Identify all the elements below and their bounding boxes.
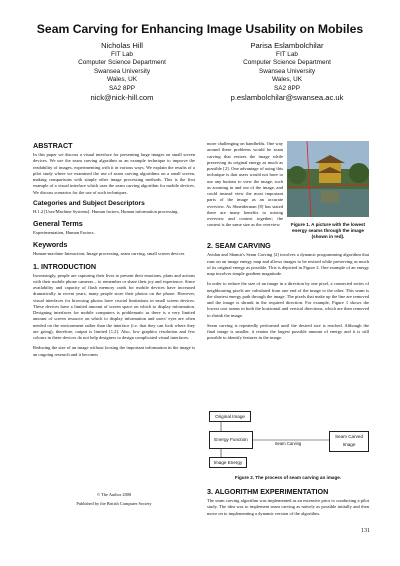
general-terms-heading: General Terms xyxy=(33,219,83,228)
introduction-heading: 1. INTRODUCTION xyxy=(33,261,97,271)
introduction-paragraph-2: Reducing the size of an image without loosing the important information in the image is an ongoing research and it becomes xyxy=(33,345,195,357)
keywords-heading: Keywords xyxy=(33,240,68,250)
page-number: 131 xyxy=(361,528,370,534)
author-name: Parisa Eslambolchilar xyxy=(250,41,324,50)
figure-1 xyxy=(287,141,369,239)
original-image-box: Original Image xyxy=(209,411,251,422)
figure-2-diagram xyxy=(207,409,369,473)
author-loc: Wales, UK xyxy=(272,76,302,84)
author-org: FIT Lab xyxy=(276,50,298,58)
publisher-line: Published by the British Computer Society xyxy=(76,501,152,506)
left-column xyxy=(33,141,195,362)
seam-paragraph-3: Seam carving is repeatedly performed until the desired size is reached. Although the final image is smaller, it retains the largest possible amount of energy and it is still possible to identify features in the image. xyxy=(207,322,369,341)
general-terms-text: Experimentation, Human Factors. xyxy=(33,230,95,235)
algorithm-heading: 3. ALGORITHM EXPERIMENTATION xyxy=(207,487,329,496)
author-univ: Swansea University xyxy=(93,67,151,75)
author-block-1 xyxy=(42,41,202,103)
author-name: Nicholas Hill xyxy=(101,41,143,50)
pagoda-photo xyxy=(287,141,369,217)
author-postcode: SA2 8PP xyxy=(274,84,300,92)
abstract-text: In this paper we discuss a visual interface for presenting large images on small screen devices. We use the seam carving algorithm as an example technique to improve the readability of images, experimenting with it in various ways. We explain the results of a pilot study where we examined the use of seam carving algorithms on a small screen, making comparisons with simple other image processing methods. This is the first example of a visual interface which uses the seam carving algorithm for mobile devices. We discuss scenarios for the use of such techniques. xyxy=(33,152,195,195)
author-univ: Swansea University xyxy=(258,67,316,75)
seam-carved-image-box: Seam Carved Image xyxy=(329,431,369,452)
author-block-2 xyxy=(207,41,367,103)
paper-title: Seam Carving for Enhancing Image Usability on Mobiles xyxy=(36,22,364,36)
seam-carving-label: Seam Carving xyxy=(274,441,302,446)
author-org: FIT Lab xyxy=(111,50,133,58)
abstract-heading: ABSTRACT xyxy=(33,141,73,150)
categories-heading: Categories and Subject Descriptors xyxy=(33,199,145,207)
algorithm-section xyxy=(207,487,369,521)
algorithm-paragraph: The seam carving algorithm was implemented as an extensive prior to conducting a pilot study. The idea was to implement seam carving as naively as possible initially and then move on to implementing a dynamic version of the algorithm. xyxy=(207,498,369,516)
author-dept: Computer Science Department xyxy=(78,59,166,67)
figure-2-caption: Figure 2. The process of seam carving an image. xyxy=(234,475,342,480)
figure-1-caption: Figure 1. A picture with the lowest energy seams through the image (shown in red). xyxy=(290,222,366,239)
seam-paragraph-2: In order to reduce the size of an image in a direction by one pixel, a connected series of neighbouring pixels are calculated from one end of the image to the other. This seam is the shortest energy path through the image. The pixels that make up the line are removed and the image is shrunk in the required direction. For example, Figure 1 shows the lowest cost seams in both the horizontal and vertical directions, which are then removed to shrink the image. xyxy=(207,281,369,318)
author-loc: Wales, UK xyxy=(107,76,137,84)
seam-paragraph-1: Avidan and Shamir's Seam Carving [2] involves a dynamic programming algorithm that runs on an image energy map and allows images to be resized while preserving as much of its original energy as possible. This is depicted in Figure 2. One example of an energy map involves simple gradient magnitude. xyxy=(207,252,369,277)
introduction-paragraph-1: Increasingly, people are capturing their lives to present their emotions, plans and actions with their mobile phone cameras – to remember or share their joy and experience. Since availability and capacity of flash memory cards for mobile devices have increased dramatically in recent years, many people store their photos on the phone. However, visual interfaces for browsing photos have crucial limitations in small screen devices. These devices have a limited amount of screen space on which to display information. Designing interfaces for mobile computers is problematic as there is a very limited amount of screen resource on which to display information and users' eyes are often needed on the environment rather than the interface (i.e. that they can look where they are going), therefore, output is limited [1,2]. Also, low graphics resolution and few colours in these devices do not help designers to design complicated visual interfaces. xyxy=(33,272,195,340)
image-energy-box: Image Energy xyxy=(209,457,247,468)
keywords-text: Human-machine Interaction, Image processing, seam carving, small screen devices xyxy=(33,251,185,257)
author-email: nick@nick-hill.com xyxy=(90,93,154,103)
author-email: p.eslambolchilar@swansea.ac.uk xyxy=(230,93,344,103)
copyright-line: © The Author 2008 xyxy=(96,492,132,497)
author-dept: Computer Science Department xyxy=(243,59,331,67)
right-paragraph-top: more challenging on handhelds. One way around these problems would be seam carving that resizes the image while preserving its original energy as much as possible [2]. One advantage of using this technique is that users would not have to use any buttons to view the image, such as zooming in and out of the image, and could instead view the most important parts of the image as an accurate overview. As Shneiderman [8] has stated there are many benefits to mixing overview and context together; the context is the same size as the overview. xyxy=(207,141,283,228)
categories-text: H.1.2 [User/Machine Systems]: Human factors, Human information processing. xyxy=(33,208,179,214)
right-column xyxy=(207,141,369,346)
author-postcode: SA2 8PP xyxy=(109,84,135,92)
energy-function-box: Energy Function xyxy=(209,431,253,449)
seam-carving-heading: 2. SEAM CARVING xyxy=(207,241,271,251)
